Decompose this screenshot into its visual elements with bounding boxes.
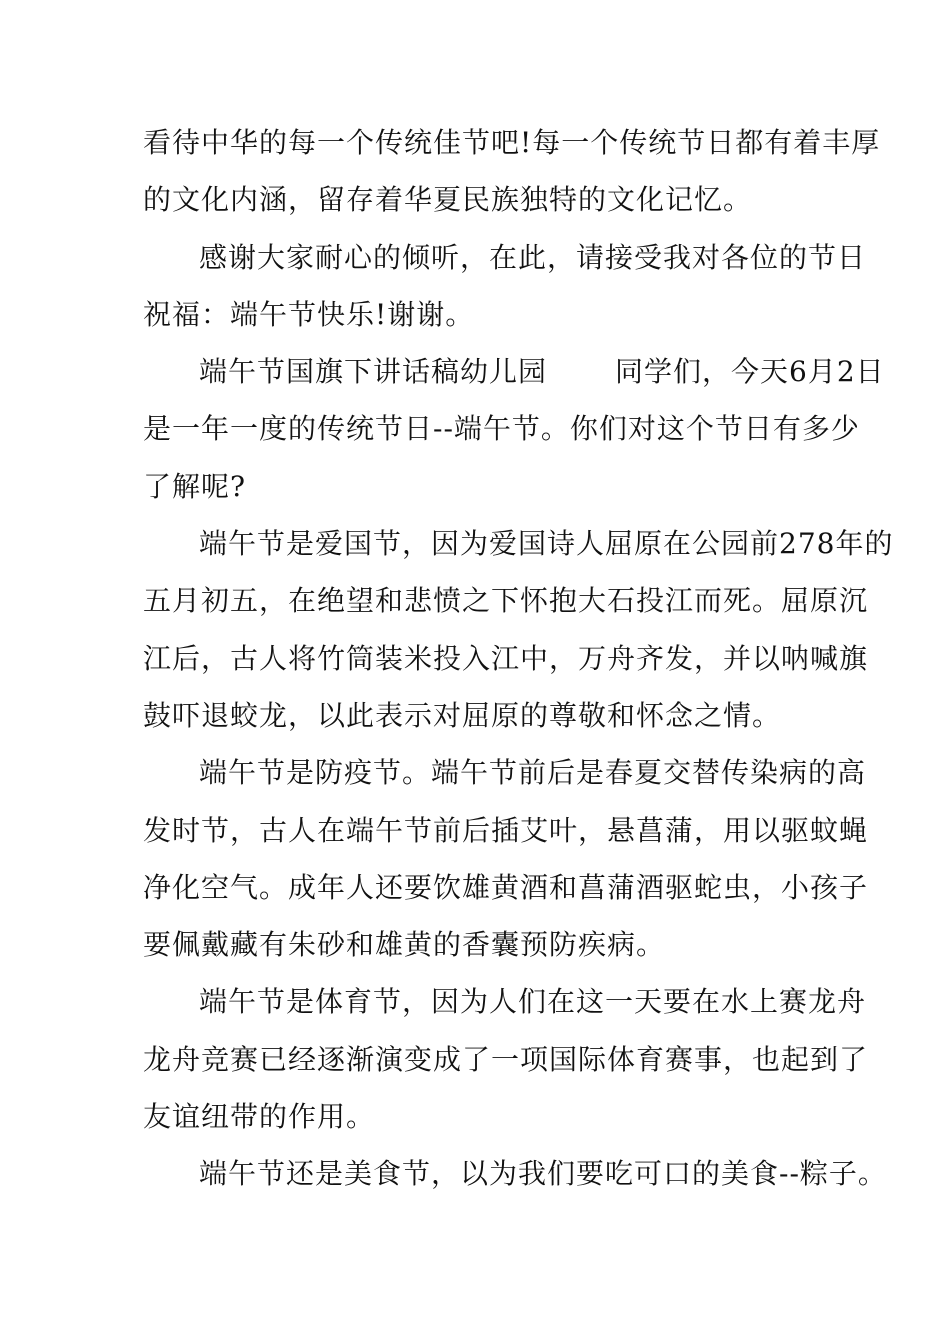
text-line: 端午节是爱国节，因为爱国诗人屈原在公园前278年的 <box>199 527 894 561</box>
text-line: 龙舟竞赛已经逐渐演变成了一项国际体育赛事，也起到了 <box>143 1042 869 1076</box>
text-line: 净化空气。成年人还要饮雄黄酒和菖蒲酒驱蛇虫，小孩子 <box>143 870 869 904</box>
text-line: 要佩戴藏有朱砂和雄黄的香囊预防疾病。 <box>143 928 666 962</box>
text-line: 五月初五，在绝望和悲愤之下怀抱大石投江而死。屈原沉 <box>143 584 869 618</box>
text-line: 端午节是防疫节。端午节前后是春夏交替传染病的高 <box>199 756 867 790</box>
text-line: 祝福：端午节快乐!谢谢。 <box>143 297 475 331</box>
text-line: 感谢大家耐心的倾听，在此，请接受我对各位的节日 <box>199 240 867 274</box>
text-line: 端午节还是美食节，以为我们要吃可口的美食--粽子。 <box>199 1157 887 1191</box>
text-line: 发时节，古人在端午节前后插艾叶，悬菖蒲，用以驱蚊蝇 <box>143 813 869 847</box>
text-line: 看待中华的每一个传统佳节吧!每一个传统节日都有着丰厚 <box>143 126 881 159</box>
text-line: 了解呢? <box>143 469 247 503</box>
text-line: 鼓吓退蛟龙，以此表示对屈原的尊敬和怀念之情。 <box>143 698 782 732</box>
text-line: 的文化内涵，留存着华夏民族独特的文化记忆。 <box>143 183 753 217</box>
text-line: 端午节是体育节，因为人们在这一天要在水上赛龙舟 <box>199 985 867 1019</box>
document-body <box>143 114 894 1203</box>
section-heading: 端午节国旗下讲话稿幼儿园 <box>199 355 548 389</box>
text-line <box>143 343 885 400</box>
text-line: 江后，古人将竹筒装米投入江中，万舟齐发，并以呐喊旗 <box>143 641 869 675</box>
greeting-text: 同学们，今天6月2日 <box>615 355 885 389</box>
text-line: 友谊纽带的作用。 <box>143 1100 376 1134</box>
text-line: 是一年一度的传统节日--端午节。你们对这个节日有多少 <box>143 412 860 446</box>
